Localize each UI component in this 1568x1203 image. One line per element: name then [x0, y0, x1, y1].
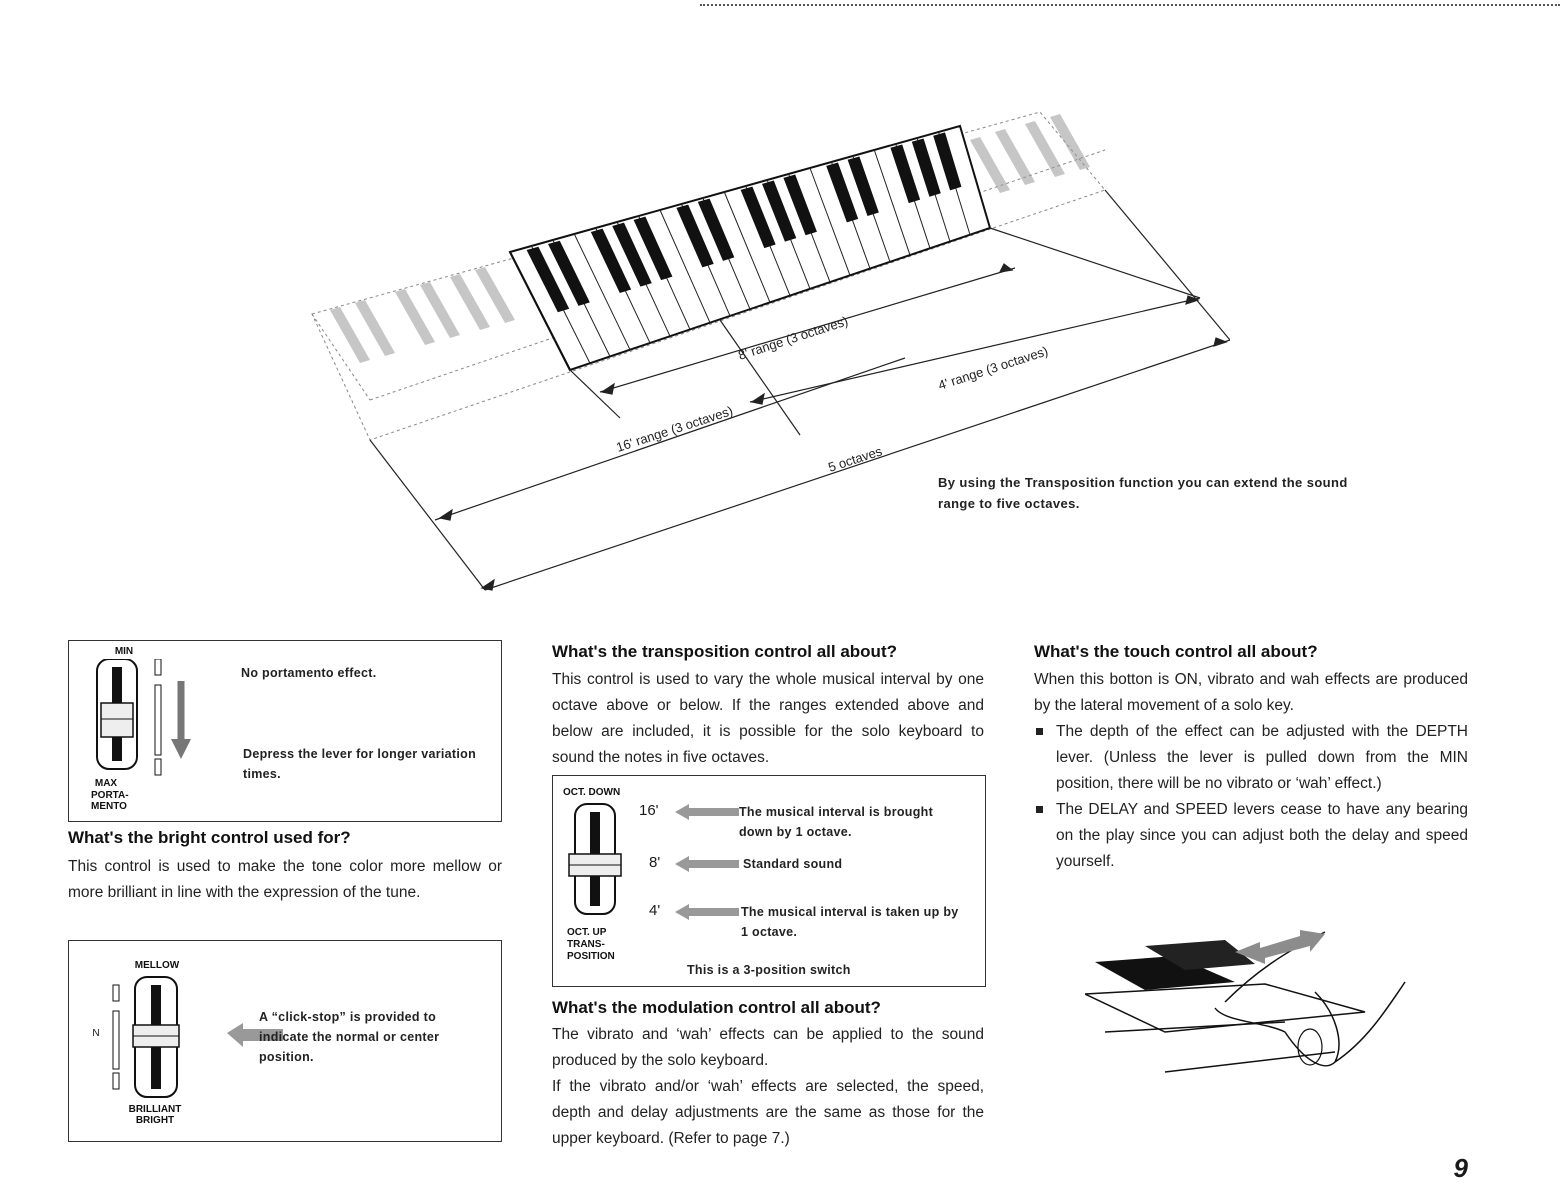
- label-mento: MENTO: [91, 801, 127, 812]
- label-trans: TRANS-: [567, 939, 605, 950]
- modulation-heading: What's the modulation control all about?: [552, 998, 881, 1017]
- touch-body: When this botton is ON, vibrato and wah effects are produced by the lateral movement of a solo key.: [1034, 671, 1468, 714]
- label-brilliant: BRILLIANT: [128, 1104, 182, 1115]
- label-8ft-range: 8' range (3 octaves): [736, 313, 850, 363]
- label-4ft-range: 4' range (3 octaves): [936, 343, 1050, 393]
- label-max: MAX: [94, 778, 118, 789]
- label-position: POSITION: [567, 951, 615, 962]
- main-keyboard: [510, 126, 990, 370]
- feet-8: 8': [649, 854, 661, 871]
- bright-body: This control is used to make the tone color more mellow or more brilliant in line with the expression of the tune.: [68, 858, 502, 901]
- label-5-octaves: 5 octaves: [826, 443, 884, 475]
- bright-heading: What's the bright control used for?: [68, 828, 351, 847]
- label-porta: PORTA-: [91, 790, 129, 801]
- desc-8ft: Standard sound: [743, 857, 843, 871]
- top-dotted-rule: [700, 4, 1560, 6]
- touch-heading: What's the touch control all about?: [1034, 642, 1318, 661]
- portamento-top-text: No portamento effect.: [241, 666, 377, 680]
- label-16ft-range: 16' range (3 octaves): [614, 402, 735, 455]
- label-oct-up: OCT. UP: [567, 927, 607, 938]
- portamento-lever-icon: [89, 659, 209, 779]
- touch-bullet-1: The depth of the effect can be adjusted with the DEPTH lever. (Unless the lever is pulled down from the MIN position, there will be no vibrato or ‘wah’ effect.): [1034, 719, 1468, 797]
- page-number: 9: [1453, 1153, 1468, 1183]
- touch-bullet-2: The DELAY and SPEED levers cease to have any bearing on the play since you can adjust both the delay and speed yourself.: [1034, 797, 1468, 875]
- bright-lever-icon: [103, 973, 283, 1103]
- touch-bullet-list: [1034, 719, 1468, 875]
- modulation-body-1: The vibrato and ‘wah’ effects can be applied to the sound produced by the solo keyboard.: [552, 1026, 984, 1069]
- bright-box: [68, 940, 502, 1142]
- diagram-caption: By using the Transposition function you can extend the sound range to five octaves.: [938, 475, 1348, 511]
- left-arrow-icon: [675, 904, 739, 920]
- portamento-bottom-text: Depress the lever for longer variation times.: [243, 747, 476, 781]
- keyboard-range-diagram: [300, 100, 1230, 600]
- modulation-body-2: If the vibrato and/or ‘wah’ effects are selected, the speed, depth and delay adjustments are the same as those for the upper keyboard. (Refer to page 7.): [552, 1078, 984, 1147]
- feet-16: 16': [639, 802, 659, 819]
- label-n: N: [92, 1028, 100, 1039]
- transposition-box: [552, 775, 986, 987]
- switch-note: This is a 3-position switch: [687, 963, 851, 977]
- label-min: MIN: [114, 646, 134, 657]
- portamento-box: [68, 640, 502, 822]
- transposition-body: This control is used to vary the whole musical interval by one octave above or below. If the ranges extended above and below are included, it is possible for the solo keyboard to sound the notes in five octaves.: [552, 671, 984, 766]
- label-oct-down: OCT. DOWN: [563, 787, 621, 798]
- transposition-switch-icon: [561, 800, 631, 920]
- left-arrow-icon: [675, 856, 739, 872]
- desc-4ft: The musical interval is taken up by 1 octave.: [741, 905, 959, 939]
- desc-16ft: The musical interval is brought down by 1 octave.: [739, 805, 934, 839]
- label-mellow: MELLOW: [134, 960, 180, 971]
- left-arrow-icon: [675, 804, 739, 820]
- feet-4: 4': [649, 902, 661, 919]
- click-stop-note: A “click-stop” is provided to indicate the normal or center position.: [259, 1010, 440, 1064]
- transposition-heading: What's the transposition control all about?: [552, 642, 897, 661]
- finger-on-key-illustration: [1085, 912, 1415, 1084]
- label-bright: BRIGHT: [135, 1115, 175, 1126]
